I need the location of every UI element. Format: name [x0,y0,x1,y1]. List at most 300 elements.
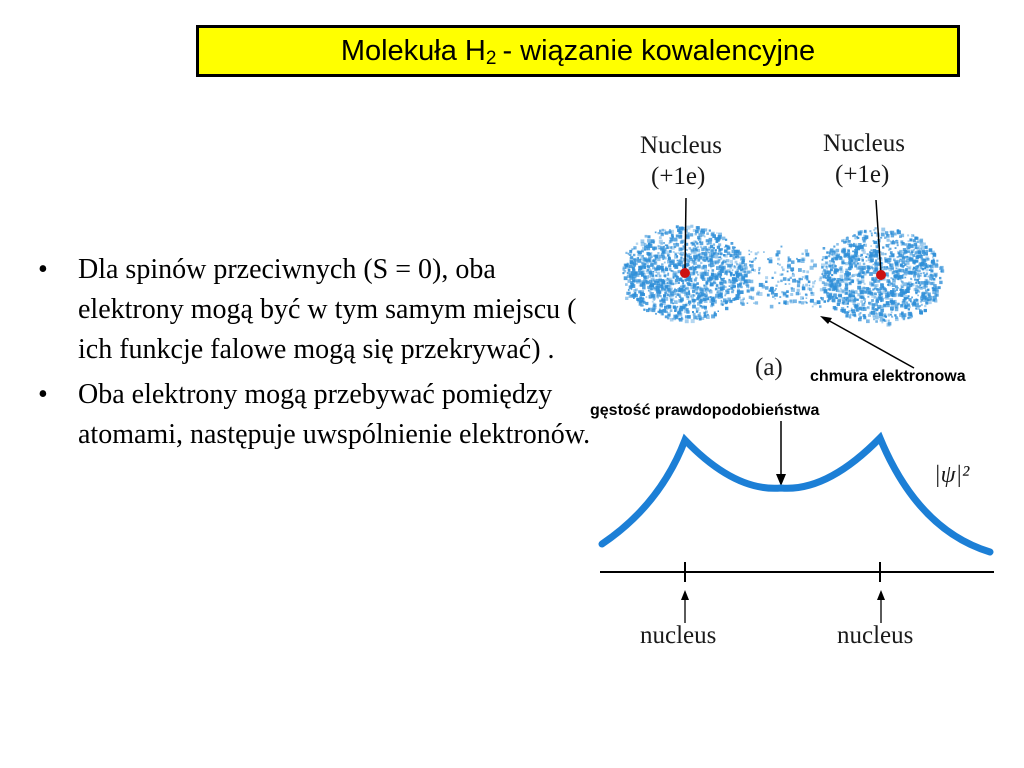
cloud-speck [881,252,884,255]
cloud-speck [721,300,723,302]
cloud-speck [712,269,715,272]
cloud-speck [857,279,860,282]
cloud-speck [869,312,871,314]
cloud-speck [699,241,701,243]
cloud-speck [860,312,862,314]
cloud-speck [674,238,678,242]
cloud-label: chmura elektronowa [810,368,966,385]
cloud-speck [891,309,893,311]
cloud-speck [919,305,921,307]
cloud-speck [706,232,709,235]
cloud-speck [862,272,865,275]
cloud-speck [677,252,679,254]
cloud-speck [710,282,714,286]
cloud-speck [698,265,701,268]
cloud-speck [678,262,680,264]
cloud-speck [880,309,884,313]
cloud-speck [831,274,833,276]
cloud-speck [862,259,865,262]
cloud-speck [924,309,927,312]
cloud-speck [817,300,821,304]
cloud-speck [873,240,875,242]
cloud-speck [694,251,697,254]
cloud-speck [625,297,628,300]
cloud-speck [710,304,713,307]
cloud-speck [836,249,839,252]
cloud-speck [644,257,647,260]
cloud-speck [802,298,804,300]
cloud-speck [774,290,776,292]
cloud-speck [725,292,727,294]
cloud-speck [692,299,696,303]
cloud-speck [701,252,704,255]
cloud-speck [723,278,725,280]
cloud-speck [849,267,852,270]
cloud-speck [704,236,706,238]
cloud-speck [927,281,930,284]
cloud-speck [722,263,724,265]
cloud-speck [904,264,906,266]
probability-density-curve [602,438,990,552]
cloud-speck [919,248,922,251]
cloud-speck [879,312,883,316]
cloud-speck [731,242,734,245]
cloud-speck [867,253,869,255]
cloud-speck [736,294,740,298]
cloud-speck [889,248,891,250]
cloud-speck [883,266,885,268]
cloud-speck [629,265,633,269]
cloud-speck [720,296,723,299]
cloud-speck [861,296,864,299]
cloud-speck [894,274,897,277]
cloud-speck [884,257,886,259]
cloud-speck [884,288,887,291]
cloud-speck [632,269,635,272]
cloud-speck [692,260,696,264]
cloud-speck [718,253,720,255]
cloud-speck [829,280,832,283]
cloud-speck [836,280,839,283]
cloud-speck [661,263,663,265]
cloud-speck [828,274,830,276]
cloud-speck [705,249,709,253]
cloud-speck [703,257,707,261]
cloud-speck [654,306,657,309]
cloud-speck [848,256,850,258]
cloud-speck [672,303,674,305]
cloud-speck [907,245,909,247]
cloud-speck [844,256,846,258]
cloud-speck [624,276,628,280]
cloud-speck [826,268,828,270]
cloud-speck [718,273,722,277]
cloud-speck [630,256,633,259]
cloud-speck [889,264,891,266]
cloud-speck [864,301,866,303]
cloud-speck [724,254,728,258]
cloud-speck [894,260,897,263]
cloud-speck [832,254,834,256]
cloud-speck [887,239,890,242]
cloud-speck [667,288,669,290]
cloud-speck [858,273,860,275]
cloud-speck [901,313,904,316]
cloud-speck [857,293,860,296]
cloud-speck [824,273,827,276]
cloud-speck [868,257,872,261]
cloud-speck [863,287,866,290]
cloud-speck [873,229,875,231]
cloud-speck [667,317,669,319]
cloud-speck [863,307,867,311]
cloud-speck [700,262,702,264]
cloud-speck [905,277,907,279]
cloud-speck [686,235,690,239]
cloud-speck [626,264,630,268]
cloud-speck [923,272,925,274]
cloud-speck [927,299,929,301]
cloud-speck [911,297,913,299]
cloud-speck [729,300,732,303]
cloud-speck [650,282,654,286]
cloud-speck [926,250,928,252]
cloud-speck [783,300,787,304]
cloud-speck [742,303,745,306]
cloud-speck [929,248,933,252]
cloud-speck [634,292,636,294]
cloud-speck [871,299,874,302]
cloud-speck [913,239,916,242]
cloud-speck [704,299,708,303]
cloud-speck [822,299,824,301]
cloud-speck [844,277,848,281]
cloud-speck [646,296,648,298]
cloud-speck [828,255,830,257]
cloud-speck [874,268,878,272]
cloud-speck [881,233,885,237]
cloud-speck [642,247,645,250]
nucleus-charge-right: (+1e) [835,161,890,188]
cloud-speck [719,265,722,268]
cloud-speck [659,282,662,285]
cloud-speck [926,254,928,256]
cloud-speck [873,318,875,320]
cloud-speck [625,252,627,254]
cloud-speck [668,242,670,244]
cloud-speck [895,285,898,288]
cloud-speck [667,278,669,280]
cloud-speck [875,320,878,323]
cloud-speck [655,232,657,234]
cloud-speck [841,307,844,310]
cloud-speck [665,285,668,288]
cloud-speck [909,284,912,287]
cloud-speck [879,297,883,301]
cloud-speck [871,278,874,281]
cloud-speck [708,252,710,254]
cloud-speck [674,310,677,313]
cloud-speck [676,235,679,238]
cloud-speck [647,265,650,268]
cloud-speck [718,236,720,238]
cloud-speck [770,305,774,309]
cloud-speck [765,286,769,290]
cloud-speck [873,296,876,299]
cloud-speck [650,270,652,272]
cloud-speck [925,289,927,291]
cloud-speck [847,243,849,245]
cloud-speck [693,313,696,316]
cloud-speck [885,316,887,318]
cloud-speck [859,275,861,277]
axis-nucleus-label-right: nucleus [837,622,914,649]
cloud-speck [659,230,661,232]
cloud-speck [848,294,851,297]
cloud-speck [696,308,698,310]
cloud-speck [892,292,894,294]
cloud-speck [874,254,878,258]
cloud-speck [902,292,904,294]
cloud-speck [896,240,898,242]
cloud-speck [641,242,645,246]
cloud-speck [658,288,660,290]
cloud-speck [895,308,899,312]
cloud-speck [718,311,720,313]
cloud-speck [650,288,653,291]
cloud-speck [720,289,722,291]
cloud-speck [648,243,650,245]
cloud-speck [900,289,902,291]
cloud-speck [875,308,877,310]
cloud-speck [715,276,719,280]
cloud-speck [914,237,917,240]
cloud-speck [924,246,927,249]
cloud-speck [736,263,738,265]
cloud-speck [729,285,731,287]
cloud-speck [846,299,849,302]
cloud-speck [851,275,854,278]
cloud-speck [871,233,873,235]
cloud-speck [809,285,811,287]
cloud-speck [697,258,699,260]
cloud-speck [669,229,671,231]
cloud-speck [798,268,802,272]
bullet-text: Dla spinów przeciwnych (S = 0), oba elektrony mogą być w tym samym miejscu ( ich funkcje falowe mogą się przekrywać) . [78,254,577,365]
cloud-speck [778,302,780,304]
cloud-speck [848,240,851,243]
cloud-speck [932,257,934,259]
cloud-speck [655,271,657,273]
cloud-speck [798,281,800,283]
cloud-speck [855,274,857,276]
cloud-speck [841,240,844,243]
cloud-speck [774,298,776,300]
cloud-speck [791,260,795,264]
cloud-speck [888,246,890,248]
cloud-speck [649,291,651,293]
cloud-speck [860,291,864,295]
cloud-speck [890,314,892,316]
cloud-speck [707,243,709,245]
cloud-speck [692,305,696,309]
cloud-speck [707,280,709,282]
cloud-speck [671,238,674,241]
cloud-speck [744,271,747,274]
nucleus-dot-left [680,268,690,278]
cloud-speck [863,251,866,254]
cloud-speck [795,280,798,283]
cloud-speck [674,288,676,290]
cloud-speck [822,259,824,261]
cloud-speck [664,230,666,232]
cloud-speck [647,239,651,243]
cloud-speck [906,286,909,289]
cloud-speck [669,240,671,242]
cloud-speck [902,266,904,268]
title-main: Molekuła H [340,34,486,67]
cloud-speck [780,280,783,283]
cloud-speck [715,255,719,259]
cloud-speck [866,260,868,262]
cloud-speck [668,305,671,308]
nucleus-dot-right [876,270,886,280]
cloud-speck [765,281,767,283]
cloud-speck [826,262,828,264]
cloud-speck [847,313,849,315]
cloud-speck [711,253,714,256]
cloud-speck [657,272,660,275]
cloud-speck [682,282,684,284]
cloud-speck [853,234,855,236]
cloud-speck [856,308,860,312]
cloud-speck [801,301,804,304]
cloud-speck [875,316,879,320]
cloud-speck [687,296,689,298]
cloud-speck [833,281,836,284]
cloud-speck [936,260,938,262]
cloud-speck [865,256,867,258]
cloud-speck [845,283,848,286]
cloud-speck [924,243,926,245]
cloud-speck [810,292,812,294]
cloud-speck [727,264,731,268]
cloud-speck [728,269,731,272]
cloud-speck [876,287,878,289]
cloud-speck [917,275,920,278]
cloud-speck [824,300,827,303]
cloud-speck [679,318,683,322]
cloud-speck [886,258,889,261]
cloud-speck [905,289,909,293]
cloud-speck [814,280,816,282]
cloud-speck [912,254,915,257]
cloud-speck [887,284,889,286]
cloud-speck [663,272,665,274]
cloud-speck [695,287,699,291]
cloud-speck [667,254,670,257]
cloud-speck [821,266,823,268]
cloud-speck [903,252,906,255]
cloud-speck [866,289,868,291]
cloud-speck [888,313,890,315]
cloud-speck [841,260,844,263]
cloud-speck [706,258,708,260]
cloud-speck [732,269,734,271]
cloud-speck [654,288,657,291]
cloud-speck [918,270,921,273]
cloud-speck [686,287,689,290]
cloud-speck [701,306,704,309]
cloud-speck [721,267,724,270]
cloud-speck [677,229,681,233]
cloud-speck [657,297,659,299]
cloud-speck [650,273,654,277]
cloud-speck [658,311,660,313]
cloud-speck [708,270,710,272]
cloud-speck [732,298,735,301]
cloud-speck [902,299,906,303]
cloud-speck [830,277,832,279]
cloud-speck [848,310,850,312]
cloud-speck [834,271,837,274]
cloud-speck [882,246,884,248]
cloud-speck [874,263,878,267]
cloud-speck [743,283,745,285]
cloud-speck [679,236,682,239]
cloud-speck [866,319,870,323]
cloud-speck [915,251,918,254]
cloud-speck [907,234,909,236]
cloud-speck [777,263,779,265]
cloud-speck [659,275,662,278]
cloud-speck [755,252,758,255]
cloud-speck [801,278,803,280]
cloud-speck [798,293,801,296]
cloud-speck [803,270,806,273]
cloud-speck [847,302,849,304]
cloud-speck [699,312,701,314]
cloud-speck [830,287,832,289]
cloud-speck [659,240,663,244]
cloud-speck [633,263,637,267]
cloud-speck [863,249,865,251]
cloud-speck [678,279,680,281]
cloud-speck [836,286,839,289]
cloud-speck [720,248,723,251]
nucleus-pointer-left [685,198,686,272]
cloud-speck [640,292,644,296]
cloud-speck [700,294,704,298]
cloud-speck [830,268,833,271]
cloud-speck [677,306,679,308]
cloud-speck [899,277,901,279]
cloud-speck [680,248,682,250]
cloud-speck [792,273,794,275]
cloud-speck [748,250,750,252]
cloud-speck [710,289,712,291]
cloud-speck [734,286,736,288]
cloud-speck [709,230,711,232]
cloud-speck [673,251,675,253]
cloud-speck [704,285,708,289]
cloud-speck [906,266,908,268]
cloud-speck [744,280,748,284]
cloud-speck [912,260,916,264]
cloud-speck [771,292,774,295]
cloud-speck [725,271,727,273]
cloud-speck [765,276,768,279]
